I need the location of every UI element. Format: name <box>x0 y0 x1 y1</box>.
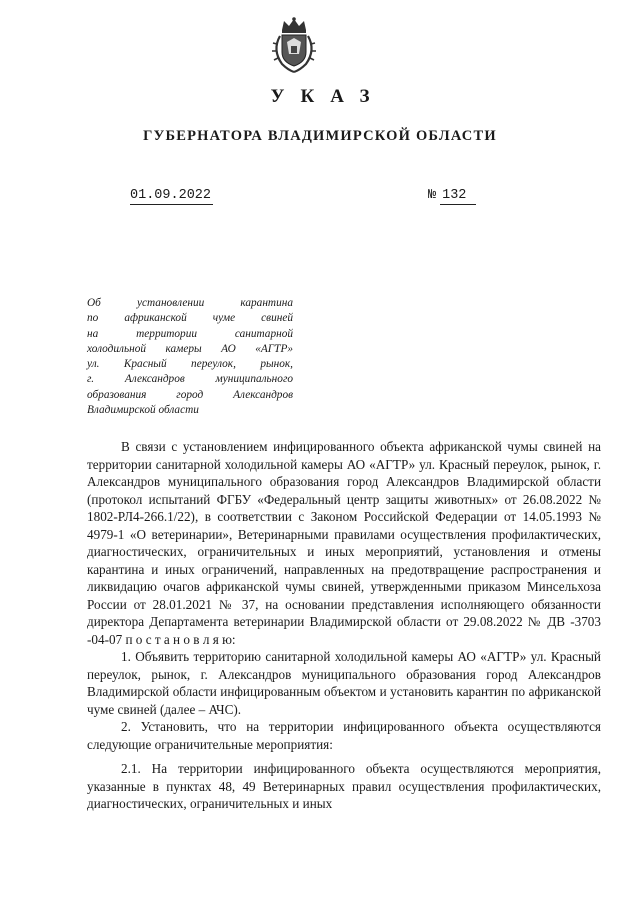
document-number <box>428 188 476 203</box>
subject-line: Об установлении карантина <box>87 297 293 309</box>
document-date: 01.09.2022 <box>130 188 212 203</box>
subject-line: холодильной камеры АО «АГТР» <box>87 342 293 355</box>
clause-paragraph: 2. Установить, что на территории инфицированного объекта осуществляются следующие ограничительные мероприятия: <box>87 719 601 752</box>
subject-line: образования город Александров <box>87 388 293 401</box>
subject-line: по африканской чуме свиней <box>87 312 293 325</box>
issuer-title: ГУБЕРНАТОРА ВЛАДИМИРСКОЙ ОБЛАСТИ <box>143 128 497 144</box>
clause-paragraph: 1. Объявить территорию санитарной холодильной камеры АО «АГТР» ул. Красный переулок, рынок, г. Александров муниципального образования город Александров Владимирской области инфицированным объектом и установить карантин по африканской чуме свиней (далее – АЧС). <box>87 649 601 717</box>
subject-line: на территории санитарной <box>87 327 293 340</box>
subject-line: ул. Красный переулок, рынок, <box>87 358 293 371</box>
decree-subject <box>87 296 293 418</box>
clause-paragraph: 2.1. На территории инфицированного объекта осуществляются мероприятия, указанные в пунктах 48, 49 Ветеринарных правил осуществления профилактических, диагностических, ограничительных и иных <box>87 761 601 811</box>
number-value: 132 <box>440 188 476 205</box>
subject-line: Владимирской области <box>87 404 199 417</box>
preamble-paragraph: В связи с установлением инфицированного объекта африканской чумы свиней на территории санитарной холодильной камеры АО «АГТР» ул. Красный переулок, рынок, г. Александров муниципального образования город Александров Владимирской области (протокол испытаний ФГБУ «Федеральный центр защиты животных» от 26.08.2022 № 1802-РЛ4-266.1/22), в соответствии с Законом Российской Федерации от 14.05.1993 № 4979-1 «О ветеринарии», Ветеринарными правилами осуществления профилактических, диагностических, ограничительных и иных мероприятий, установления и отмены карантина и иных ограничений, направленных на предотвращение распространения и ликвидацию очагов африканской чумы свиней, утвержденными приказом Минсельхоза России от 28.01.2021 № 37, на основании представления исполняющего обязанности директора Департамента ветеринарии Владимирской области от 29.08.2022 № ДВ -3703 -04-07 п о с т а н о в л я ю: <box>87 439 601 647</box>
decree-body <box>87 438 601 813</box>
coat-of-arms-emblem <box>268 16 320 74</box>
subject-line: г. Александров муниципального <box>87 373 293 386</box>
number-sign: № <box>428 188 437 203</box>
document-type-title: УКАЗ <box>270 86 386 107</box>
